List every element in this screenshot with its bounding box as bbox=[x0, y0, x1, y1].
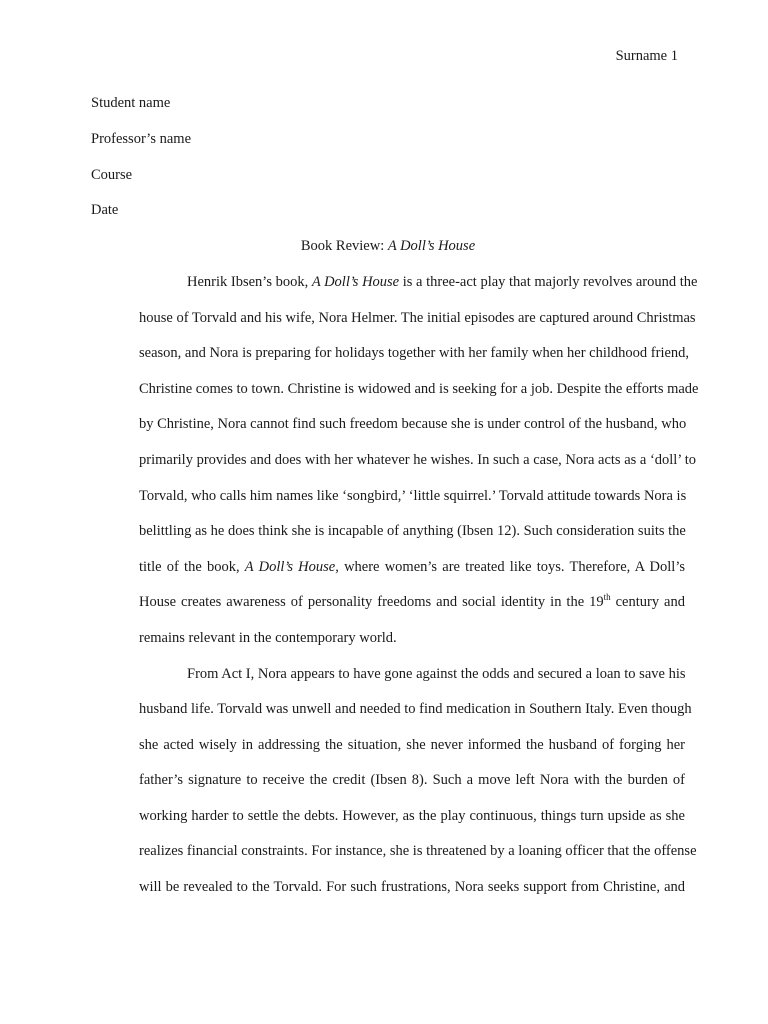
paragraph-1 bbox=[91, 265, 699, 657]
p1-line-9-c: , where women’s are treated like toys. Therefore, A Doll’s bbox=[335, 558, 686, 575]
paragraph-2 bbox=[91, 657, 697, 906]
document-title bbox=[91, 229, 685, 265]
p1-line-1-a: Henrik Ibsen’s book, bbox=[187, 273, 312, 290]
p2-line-7: will be revealed to the Torvald. For such frustrations, Nora seeks support from Christine, and bbox=[139, 879, 685, 896]
running-head: Surname 1 bbox=[615, 48, 678, 64]
p1-line-10 bbox=[91, 585, 685, 621]
p1-line-2: house of Torvald and his wife, Nora Helmer. The initial episodes are captured around Christmas bbox=[139, 309, 696, 326]
date: Date bbox=[91, 202, 119, 219]
p1-line-9-italic: A Doll’s House bbox=[244, 558, 336, 575]
p1-line-7: Torvald, who calls him names like ‘songbird,’ ‘little squirrel.’ Torvald attitude towards Nora is bbox=[139, 487, 687, 504]
p1-line-9-a: title of the book, bbox=[139, 558, 245, 575]
p2-line-4: father’s signature to receive the credit (Ibsen 8). Such a move left Nora with the burden of bbox=[139, 772, 685, 789]
p1-line-8: belittling as he does think she is incapable of anything (Ibsen 12). Such consideration suits the bbox=[139, 523, 686, 540]
p1-line-6: primarily provides and does with her whatever he wishes. In such a case, Nora acts as a ‘doll’ to bbox=[139, 451, 696, 468]
p1-line-1-italic: A Doll’s House bbox=[311, 273, 400, 290]
p2-line-5: working harder to settle the debts. However, as the play continuous, things turn upside as she bbox=[139, 807, 685, 824]
p1-line-10-a: House creates awareness of personality freedoms and social identity in the 19 bbox=[139, 594, 604, 611]
p1-line-3: season, and Nora is preparing for holidays together with her family when her childhood friend, bbox=[139, 345, 690, 362]
p1-line-1-c: is a three-act play that majorly revolves around the bbox=[399, 273, 698, 290]
student-name: Student name bbox=[91, 95, 171, 111]
p1-line-10-superscript: th bbox=[603, 592, 611, 603]
p1-line-10-b: century and bbox=[610, 594, 685, 611]
p2-line-3: she acted wisely in addressing the situation, she never informed the husband of forging her bbox=[139, 736, 685, 753]
p1-line-1 bbox=[91, 265, 698, 301]
title-italic: A Doll’s House bbox=[387, 238, 476, 255]
document-body bbox=[91, 86, 699, 906]
p1-line-11: remains relevant in the contemporary world. bbox=[139, 629, 397, 646]
p2-line-1: From Act I, Nora appears to have gone against the odds and secured a loan to save his bbox=[187, 665, 686, 682]
title-prefix: Book Review: bbox=[300, 238, 388, 255]
p1-line-5: by Christine, Nora cannot find such freedom because she is under control of the husband, who bbox=[139, 416, 687, 433]
p2-line-6: realizes financial constraints. For instance, she is threatened by a loaning officer that the offense bbox=[139, 843, 697, 860]
p1-line-4: Christine comes to town. Christine is widowed and is seeking for a job. Despite the efforts made bbox=[139, 380, 699, 397]
p2-line-2: husband life. Torvald was unwell and needed to find medication in Southern Italy. Even though bbox=[139, 701, 692, 718]
professor-name: Professor’s name bbox=[91, 130, 192, 147]
course-name: Course bbox=[91, 166, 133, 183]
p1-line-9 bbox=[91, 550, 685, 586]
